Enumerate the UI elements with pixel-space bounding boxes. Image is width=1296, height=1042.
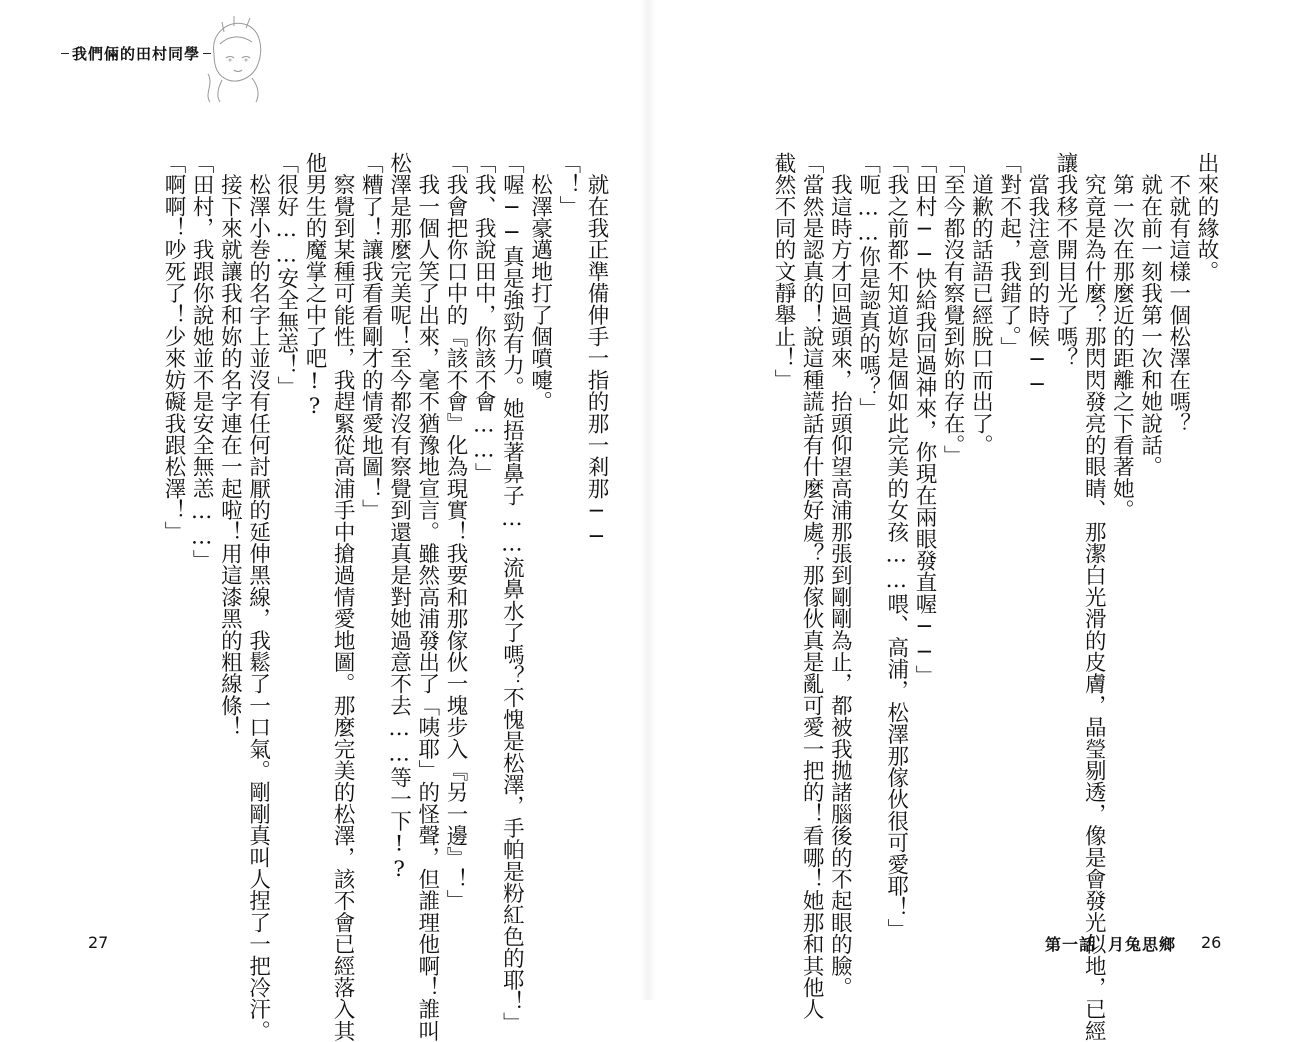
text-line: 松澤豪邁地打了個噴嚏。 bbox=[527, 152, 553, 413]
text-line: 松澤小巻的名字上並沒有任何討厭的延伸黑線，我鬆了一口氣。剛剛真叫人捏了一把冷汗。 bbox=[245, 152, 271, 1042]
page-number-right: 26 bbox=[1201, 933, 1222, 952]
text-line: 「對不起，我錯了。」 bbox=[996, 152, 1022, 359]
chapter-footer bbox=[1045, 932, 1176, 955]
text-line: 出來的緣故。 bbox=[1194, 152, 1219, 283]
text-line: 「我會把你口中的『該不會』化為現實！我要和那傢伙一塊步入『另一邊』！」 bbox=[442, 152, 468, 912]
series-header bbox=[58, 43, 214, 64]
header-rule-left bbox=[61, 53, 69, 54]
series-title: 我們倆的田村同學 bbox=[72, 45, 201, 63]
text-line: 「很好……安全無恙！」 bbox=[273, 152, 299, 398]
text-line: 「啊啊！吵死了！少來妨礙我跟松澤！」 bbox=[160, 152, 186, 543]
text-line: 我一個人笑了出來，毫不猶豫地宣言。雖然高浦發出了「咦耶」的怪聲，但誰理他啊！誰叫 bbox=[414, 152, 440, 1042]
page-number-left: 27 bbox=[88, 933, 109, 952]
text-line: 不就有這樣一個松澤在嗎？ bbox=[1165, 152, 1191, 435]
text-line: 「！」 bbox=[555, 152, 581, 218]
text-line: 察覺到某種可能性，我趕緊從高浦手中搶過情愛地圖。那麼完美的松澤，該不會已經落入其 bbox=[330, 152, 356, 1042]
text-line: 究竟是為什麼？那閃閃發亮的眼睛、那潔白光滑的皮膚，晶瑩剔透，像是會發光似地，已經 bbox=[1081, 152, 1107, 1042]
text-line: 松澤是那麼完美呢！至今都沒有察覺到還真是對她過意不去……等一下!? bbox=[386, 152, 412, 883]
text-line: 「至今都沒有察覺到妳的存在。」 bbox=[940, 152, 966, 467]
text-line: 「田村，我跟你說她並不是安全無恙……」 bbox=[189, 152, 215, 572]
text-line: 截然不同的文靜舉止！」 bbox=[770, 152, 796, 391]
chapter-label: 第一話 bbox=[1045, 935, 1097, 954]
text-line: 「呃……你是認真的嗎？」 bbox=[855, 152, 881, 420]
text-line: 就在我正準備伸手一指的那一剎那── bbox=[584, 152, 609, 550]
text-line: 「當然是認真的！說這種謊話有什麼好處？那傢伙真是亂可愛一把的！看哪！她那和其他人 bbox=[799, 152, 825, 1020]
header-character-illustration bbox=[200, 14, 270, 104]
text-line: 我這時方才回過頭來，抬頭仰望高浦那張到剛剛為止，都被我拋諸腦後的不起眼的臉。 bbox=[827, 152, 853, 999]
text-line: 「我、我說田中，你該不會……」 bbox=[471, 152, 497, 485]
text-line: 「田村──快給我回過神來，你現在兩眼發直喔──」 bbox=[911, 152, 937, 687]
text-line: 接下來就讓我和妳的名字連在一起啦！用這漆黑的粗線條！ bbox=[217, 152, 243, 738]
text-line: 他男生的魔掌之中了吧!? bbox=[301, 152, 327, 420]
text-line: 「喔──真是強勁有力。她捂著鼻子……流鼻水了嗎？不愧是松澤，手帕是粉紅色的耶！」 bbox=[499, 152, 525, 1034]
text-line: 讓我移不開目光了嗎？ bbox=[1052, 152, 1078, 369]
text-line: 「我之前都不知道妳是個如此完美的女孩……喂、高浦，松澤那傢伙很可愛耶！」 bbox=[883, 152, 909, 941]
text-line: 道歉的話語已經脫口而出了。 bbox=[968, 152, 994, 456]
text-line: 「糟了！讓我看看剛才的情愛地圖！」 bbox=[358, 152, 384, 521]
text-line: 第一次在那麼近的距離之下看著她。 bbox=[1109, 152, 1135, 521]
text-line: 當我注意到的時候── bbox=[1024, 152, 1050, 398]
text-line: 就在前一刻我第一次和她說話。 bbox=[1137, 152, 1163, 478]
chapter-title: 月兔思鄉 bbox=[1108, 935, 1177, 954]
left-page-text bbox=[110, 152, 610, 1042]
